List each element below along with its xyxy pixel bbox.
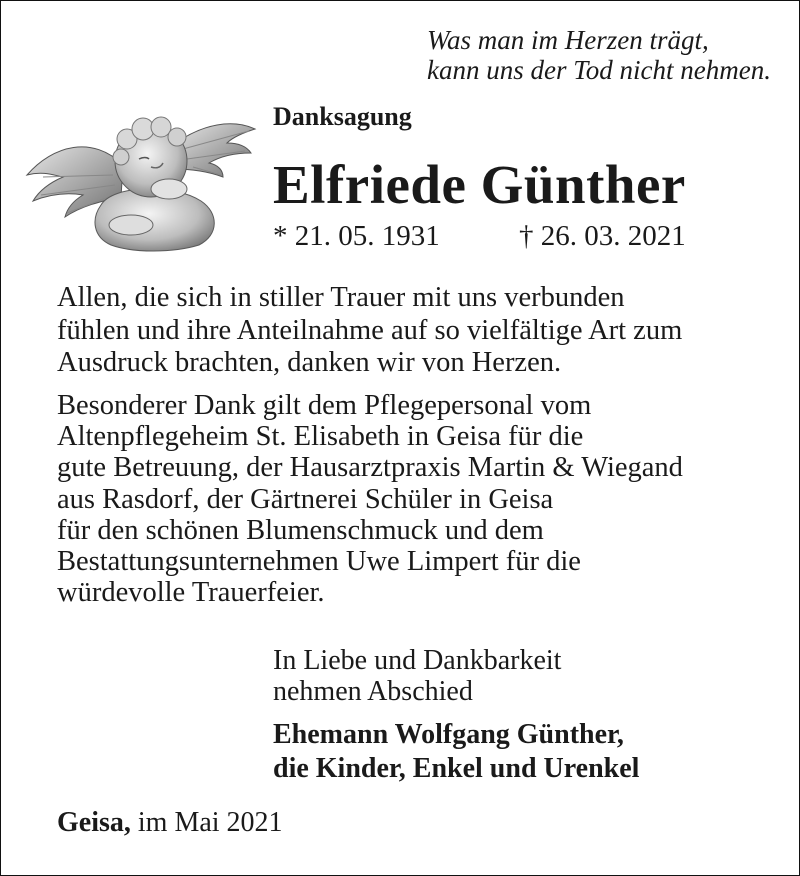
paragraph-line: fühlen und ihre Anteilnahme auf so vielfältige Art zum bbox=[57, 314, 683, 346]
paragraph-line: gute Betreuung, der Hausarztpraxis Martin & Wiegand bbox=[57, 452, 683, 484]
birth-date: * 21. 05. 1931 bbox=[273, 220, 440, 252]
paragraph-line: Allen, die sich in stiller Trauer mit uns verbunden bbox=[57, 282, 625, 313]
place-date bbox=[57, 807, 283, 839]
thanks-paragraph-2 bbox=[57, 390, 683, 608]
closing-line-1: In Liebe und Dankbarkeit bbox=[273, 645, 562, 676]
death-date: † 26. 03. 2021 bbox=[519, 220, 686, 252]
deceased-name: Elfriede Günther bbox=[273, 154, 686, 215]
mourners bbox=[273, 718, 639, 786]
place-name: Geisa, bbox=[57, 807, 131, 838]
mourners-line-1: Ehemann Wolfgang Günther, bbox=[273, 719, 624, 750]
paragraph-line: Besonderer Dank gilt dem Pflegepersonal vom bbox=[57, 390, 592, 421]
paragraph-line: Altenpflegeheim St. Elisabeth in Geisa für die bbox=[57, 421, 584, 453]
angel-icon bbox=[23, 105, 259, 253]
motto-line-1: Was man im Herzen trägt, bbox=[427, 25, 709, 55]
paragraph-line: aus Rasdorf, der Gärtnerei Schüler in Geisa bbox=[57, 483, 554, 515]
paragraph-line: für den schönen Blumenschmuck und dem bbox=[57, 514, 544, 546]
closing-line-2: nehmen Abschied bbox=[273, 676, 473, 707]
mourners-line-2: die Kinder, Enkel und Urenkel bbox=[273, 753, 640, 784]
life-dates bbox=[273, 220, 686, 253]
heading-danksagung: Danksagung bbox=[273, 102, 412, 131]
paragraph-line: Ausdruck brachten, danken wir von Herzen. bbox=[57, 347, 562, 378]
closing-phrase bbox=[273, 645, 561, 707]
thanks-paragraph-1 bbox=[57, 282, 749, 380]
paragraph-line: Bestattungsunternehmen Uwe Limpert für die bbox=[57, 546, 581, 578]
date-text: im Mai 2021 bbox=[137, 807, 283, 838]
motto-line-2: kann uns der Tod nicht nehmen. bbox=[427, 55, 771, 85]
paragraph-line: würdevolle Trauerfeier. bbox=[57, 577, 325, 609]
motto-quote bbox=[343, 25, 771, 85]
